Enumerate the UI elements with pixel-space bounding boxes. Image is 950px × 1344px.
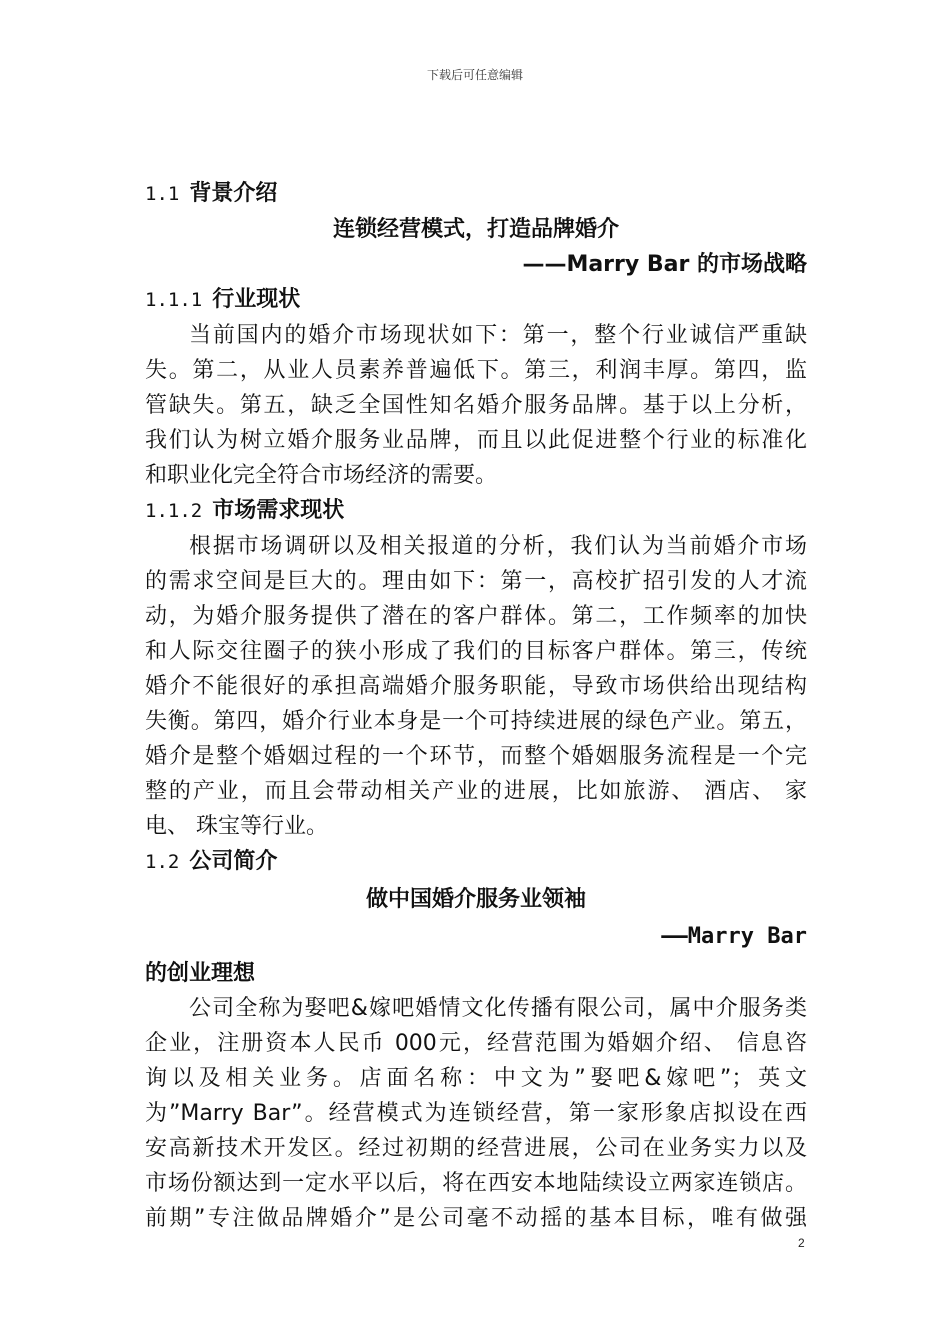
paragraph-line: 市场份额达到一定水平以后，将在西安本地陆续设立两家连锁店。 [145, 1171, 807, 1196]
paragraph-line: 婚介是整个婚姻过程的一个环节，而整个婚姻服务流程是一个完 [145, 744, 807, 769]
paragraph-line: 安高新技术开发区。经过初期的经营进展，公司在业务实力以及 [145, 1136, 807, 1161]
paragraph-line: 公司全称为娶吧&嫁吧婚情文化传播有限公司，属中介服务类 [189, 996, 807, 1021]
paragraph-line: 我们认为树立婚介服务业品牌，而且以此促进整个行业的标准化 [145, 428, 807, 453]
section-center-title: 做中国婚介服务业领袖 [365, 887, 586, 912]
paragraph-line: 询以及相关业务。店面名称：中文为”娶吧&嫁吧”；英文 [145, 1066, 807, 1091]
section-title: 公司简介 [189, 849, 278, 874]
section-title: 行业现状 [212, 287, 301, 312]
page-number: 2 [798, 1236, 805, 1250]
paragraph-line: 失衡。第四，婚介行业本身是一个可持续进展的绿色产业。第五， [145, 709, 807, 734]
paragraph-line: 和人际交往圈子的狭小形成了我们的目标客户群体。第三，传统 [145, 639, 807, 664]
section-heading-1-1-2 [145, 493, 807, 529]
page-header-note: 下载后可任意编辑 [426, 68, 523, 82]
section-right-subtitle: ——Marry Bar [661, 924, 807, 949]
section-heading-1-2 [145, 844, 807, 880]
paragraph-line: 整的产业，而且会带动相关产业的进展，比如旅游、 酒店、 家 [145, 779, 807, 804]
section-heading-1-1-1 [145, 282, 807, 318]
paragraph-line: 婚介不能很好的承担高端婚介服务职能，导致市场供给出现结构 [145, 674, 807, 699]
document-body [145, 176, 807, 1236]
paragraph-line: 前期”专注做品牌婚介”是公司毫不动摇的基本目标，唯有做强 [145, 1206, 808, 1231]
paragraph-line: 动，为婚介服务提供了潜在的客户群体。第二，工作频率的加快 [145, 604, 807, 629]
section-number: 1.1.2 [145, 500, 203, 522]
section-number: 1.2 [145, 851, 180, 873]
paragraph-line: 为”Marry Bar”。经营模式为连锁经营，第一家形象店拟设在西 [145, 1101, 807, 1126]
section-right-subtitle: ——Marry Bar 的市场战略 [522, 252, 807, 277]
paragraph-line: 失。第二，从业人员素养普遍低下。第三，利润丰厚。第四，监 [145, 358, 807, 383]
section-subtitle-continued: 的创业理想 [145, 961, 256, 986]
paragraph-line: 当前国内的婚介市场现状如下：第一，整个行业诚信严重缺 [189, 323, 807, 348]
paragraph-line: 管缺失。第五，缺乏全国性知名婚介服务品牌。基于以上分析， [145, 393, 807, 418]
paragraph-line: 电、 珠宝等行业。 [145, 814, 328, 839]
section-title: 市场需求现状 [212, 498, 345, 523]
paragraph-line: 企业，注册资本人民币 000元，经营范围为婚姻介绍、 信息咨 [145, 1031, 807, 1056]
section-heading-1-1 [145, 176, 807, 212]
paragraph-line: 和职业化完全符合市场经济的需要。 [145, 463, 498, 488]
paragraph-line: 根据市场调研以及相关报道的分析，我们认为当前婚介市场 [189, 534, 807, 559]
section-number: 1.1.1 [145, 289, 203, 311]
section-title: 背景介绍 [189, 181, 278, 206]
section-number: 1.1 [145, 183, 180, 205]
paragraph-line: 的需求空间是巨大的。理由如下：第一，高校扩招引发的人才流 [145, 569, 807, 594]
section-center-title: 连锁经营模式，打造品牌婚介 [332, 217, 619, 242]
